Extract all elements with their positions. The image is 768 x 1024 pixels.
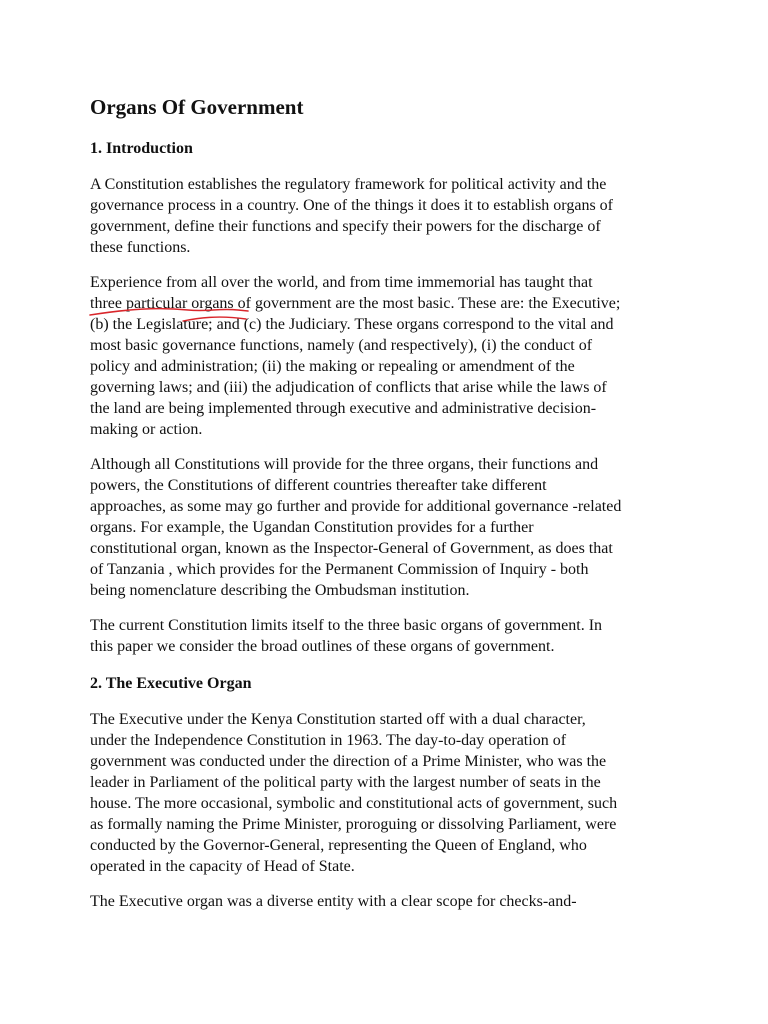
text-line: The current Constitution limits itself to the three basic organs of government. In [90,617,603,634]
text-line: operated in the capacity of Head of State. [90,858,355,875]
text-line-annotated [90,293,690,314]
text-line: The Executive organ was a diverse entity with a clear scope for checks-and- [90,893,577,910]
paragraph [90,174,690,258]
text-line: government was conducted under the direction of a Prime Minister, who was the [90,753,607,770]
text-line: A Constitution establishes the regulatory framework for political activity and the [90,176,607,193]
text-line: leader in Parliament of the political party with the largest number of seats in the [90,774,601,791]
text-line: Experience from all over the world, and from time immemorial has taught that [90,274,593,291]
text-line: The Executive under the Kenya Constitution started off with a dual character, [90,711,586,728]
text-line: these functions. [90,239,191,256]
text-line: governing laws; and (iii) the adjudication of conflicts that arise while the laws of [90,379,607,396]
text-line: (b) the Legislature; and (c) the Judiciary. These organs correspond to the vital and [90,316,614,333]
text-line: Although all Constitutions will provide for the three organs, their functions and [90,456,599,473]
text-line: policy and administration; (ii) the making or repealing or amendment of the [90,358,575,375]
text-line: three particular organs of government are the most basic. These are: the Executive; [90,295,621,312]
text-line: most basic governance functions, namely (and respectively), (i) the conduct of [90,337,593,354]
document-title: Organs Of Government [90,95,304,119]
text-line: constitutional organ, known as the Inspector-General of Government, as does that [90,540,613,557]
text-line: being nomenclature describing the Ombudsman institution. [90,582,470,599]
paragraph [90,272,690,440]
document-page [90,92,690,912]
section-heading-introduction: 1. Introduction [90,140,193,157]
text-line: conducted by the Governor-General, representing the Queen of England, who [90,837,587,854]
text-line: organs. For example, the Ugandan Constitution provides for a further [90,519,534,536]
text-line: approaches, as some may go further and provide for additional governance -related [90,498,622,515]
text-line: house. The more occasional, symbolic and constitutional acts of government, such [90,795,618,812]
text-line: as formally naming the Prime Minister, proroguing or dissolving Parliament, were [90,816,617,833]
text-line: governance process in a country. One of the things it does it to establish organs of [90,197,613,214]
paragraph [90,454,690,601]
text-line: the land are being implemented through executive and administrative decision- [90,400,597,417]
section-heading-executive-organ: 2. The Executive Organ [90,675,252,692]
text-line: making or action. [90,421,203,438]
paragraph [90,891,690,912]
text-line: this paper we consider the broad outlines of these organs of government. [90,638,555,655]
text-line: powers, the Constitutions of different countries thereafter take different [90,477,547,494]
paragraph [90,709,690,877]
paragraph [90,615,690,657]
text-line: under the Independence Constitution in 1963. The day-to-day operation of [90,732,567,749]
text-line: of Tanzania , which provides for the Permanent Commission of Inquiry - both [90,561,589,578]
text-line: government, define their functions and specify their powers for the discharge of [90,218,601,235]
